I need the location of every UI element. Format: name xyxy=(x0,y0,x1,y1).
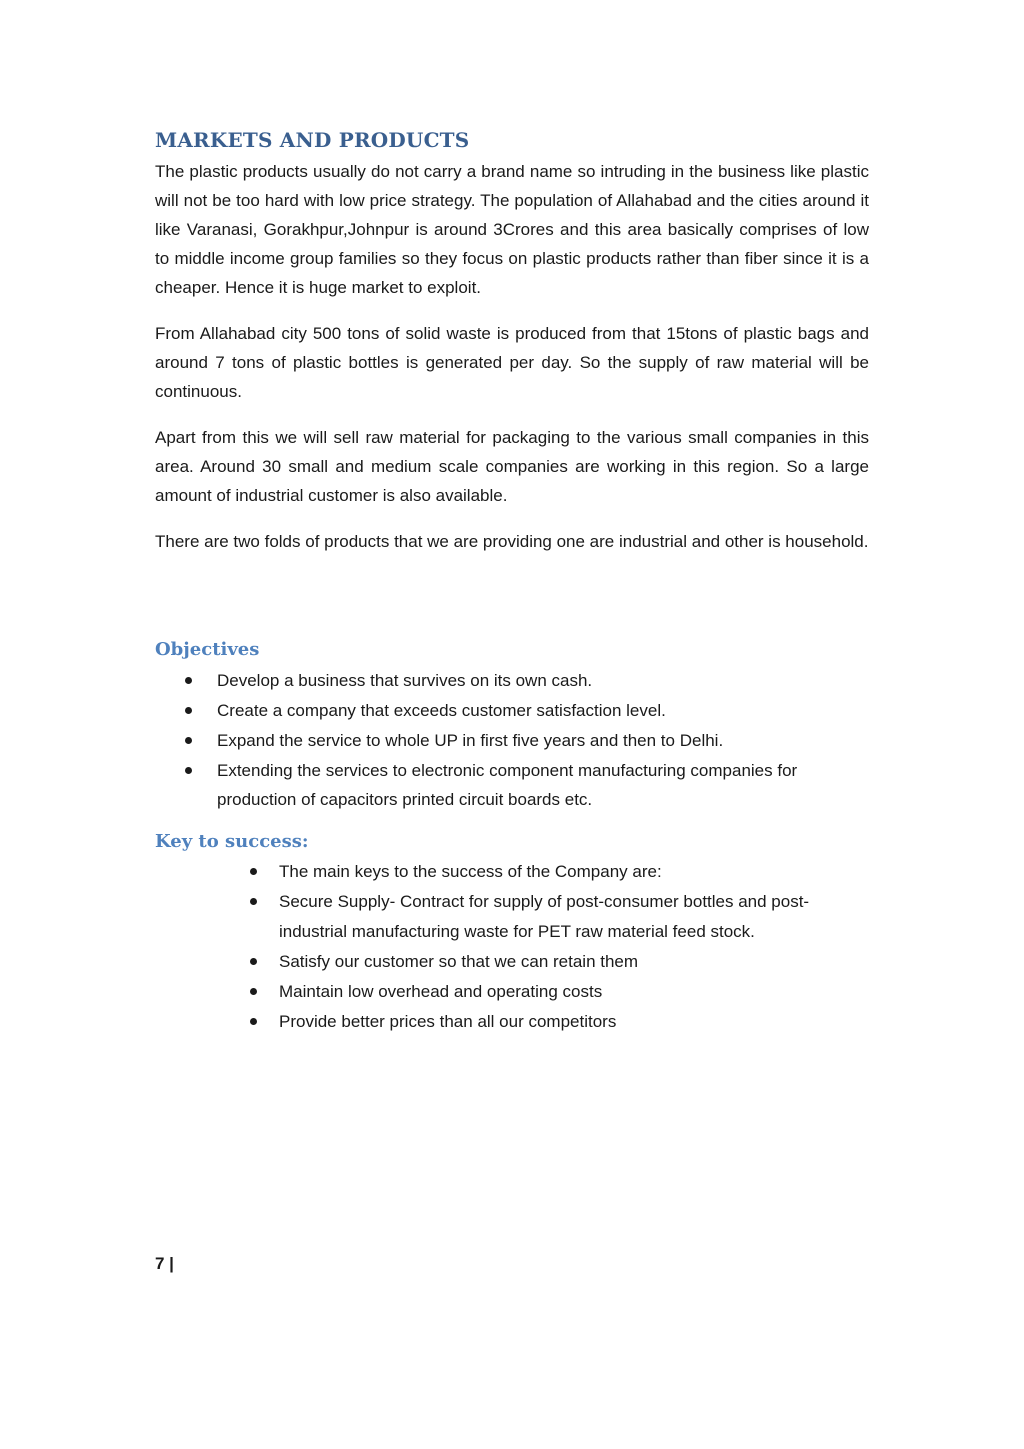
list-item xyxy=(155,857,869,887)
list-item xyxy=(155,887,869,946)
key-to-success-title: Key to success: xyxy=(155,830,309,852)
objectives-title: Objectives xyxy=(155,639,260,660)
list-item xyxy=(155,756,869,815)
bullet-icon xyxy=(185,737,192,744)
key-to-success-list xyxy=(155,857,869,1036)
page-content xyxy=(155,125,869,1036)
objectives-list xyxy=(155,666,869,815)
list-item-text: Secure Supply- Contract for supply of post-consumer bottles and post-industrial manufacturing waste for PET raw material feed stock. xyxy=(279,892,810,941)
list-item xyxy=(155,696,869,726)
bullet-icon xyxy=(185,707,192,714)
bullet-icon xyxy=(250,988,257,995)
paragraph-product-folds: There are two folds of products that we are providing one are industrial and other is household. xyxy=(155,532,869,551)
section-title: MARKETS AND PRODUCTS xyxy=(155,128,470,152)
key-to-success-section xyxy=(155,827,869,1037)
list-item-text: Extending the services to electronic component manufacturing companies for production of capacitors printed circuit boards etc. xyxy=(217,760,798,809)
list-item xyxy=(155,666,869,696)
objectives-section xyxy=(155,635,869,815)
bullet-icon xyxy=(185,677,192,684)
paragraph-market-overview: The plastic products usually do not carry a brand name so intruding in the business like plastic will not be too hard with low price strategy. The population of Allahabad and the cities around it like Varanasi, Gorakhpur,Johnpur is around 3Crores and this area basically comprises of low to middle income group families so they focus on plastic products rather than fiber since it is a cheaper. Hence it is huge market to exploit. xyxy=(155,162,869,297)
bullet-icon xyxy=(250,1018,257,1025)
list-item xyxy=(155,947,869,977)
section-spacer xyxy=(155,573,869,635)
paragraph-raw-material-supply: From Allahabad city 500 tons of solid waste is produced from that 15tons of plastic bags and around 7 tons of plastic bottles is generated per day. So the supply of raw material will be continuous. xyxy=(155,324,869,401)
list-item-text: Provide better prices than all our competitors xyxy=(279,1011,617,1031)
list-item xyxy=(155,977,869,1007)
bullet-icon xyxy=(250,958,257,965)
bullet-icon xyxy=(185,767,192,774)
bullet-icon xyxy=(250,898,257,905)
list-item-text: Develop a business that survives on its own cash. xyxy=(217,670,593,690)
list-item xyxy=(155,1007,869,1037)
page-number: 7 | xyxy=(155,1254,174,1273)
list-item-text: Maintain low overhead and operating costs xyxy=(279,981,603,1001)
bullet-icon xyxy=(250,868,257,875)
list-item xyxy=(155,726,869,756)
list-item-text: The main keys to the success of the Company are: xyxy=(279,862,662,881)
list-item-text: Expand the service to whole UP in first five years and then to Delhi. xyxy=(217,730,724,750)
list-item-text: Create a company that exceeds customer satisfaction level. xyxy=(217,700,666,720)
paragraph-industrial-customers: Apart from this we will sell raw material for packaging to the various small companies in this area. Around 30 small and medium scale companies are working in this region. So a large amount of industrial customer is also available. xyxy=(155,428,869,505)
list-item-text: Satisfy our customer so that we can retain them xyxy=(279,951,639,971)
